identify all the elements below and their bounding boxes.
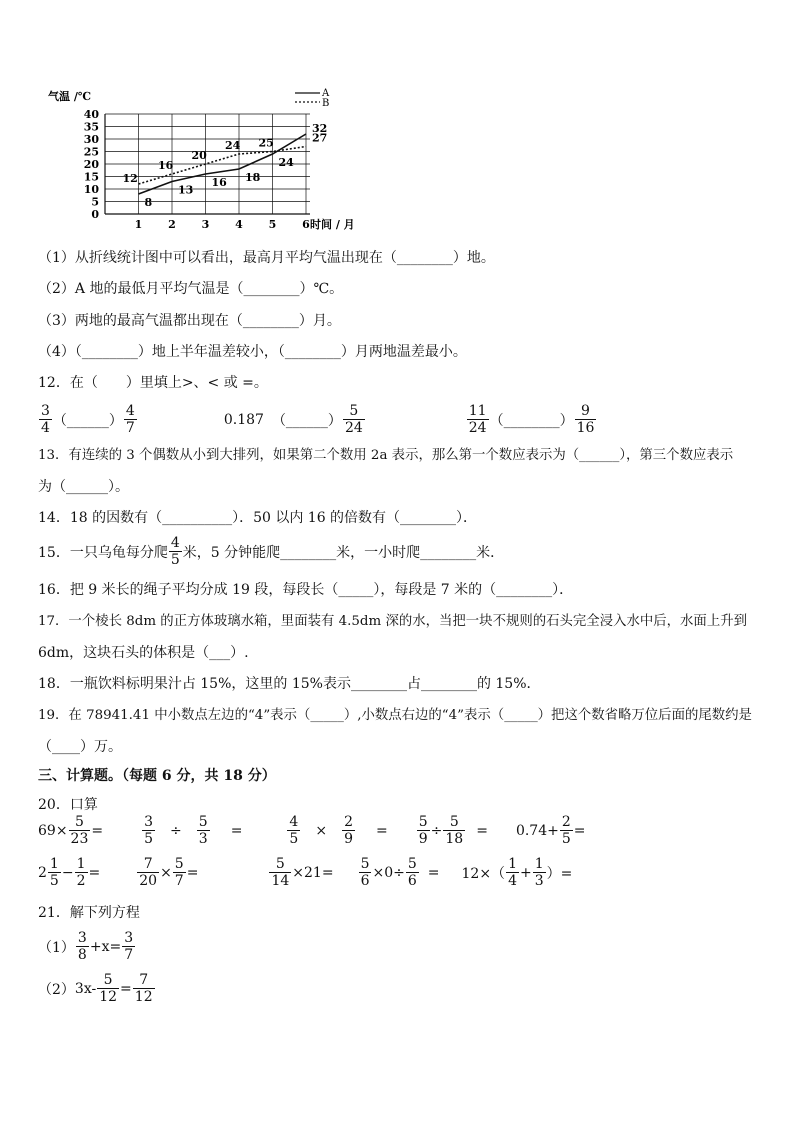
fraction: $\frac{5}{24}$ bbox=[344, 403, 363, 436]
blank: （________） bbox=[489, 412, 574, 429]
q13-line1: 13．有连续的 3 个偶数从小到大排列，如果第二个数用 2a 表示，那么第一个数应表示为（______），第三个数应表示 bbox=[38, 448, 734, 463]
q11-part2: （2）A 地的最低月平均气温是（________）℃。 bbox=[38, 281, 344, 297]
q11-part3: （3）两地的最高气温都出现在（________）月。 bbox=[38, 313, 341, 329]
q12-comparisons bbox=[38, 403, 597, 436]
x-tick-label: 4 bbox=[235, 218, 243, 231]
y-tick-label: 15 bbox=[83, 170, 99, 184]
q20-row2: 2 $\frac{1}{5}$ − $\frac{1}{2}$ = $\frac{7}{20}$ × $\frac{5}{7}$ = $\frac{5}{14}$ ×21= $\frac{5}{6}$ ×0÷ $\frac{5}{6}$ = 12×（ $\frac{1}{4}$ + $\frac{1}{3}$ ）= bbox=[38, 856, 573, 889]
x-axis-title: 时间 / 月 bbox=[310, 218, 355, 231]
data-label-A: 13 bbox=[178, 183, 194, 197]
blank: （______） bbox=[52, 412, 123, 429]
q16: 16．把 9 米长的绳子平均分成 19 段，每段长（_____），每段是 7 米的（________）． bbox=[38, 582, 574, 598]
x-tick-label: 5 bbox=[268, 218, 277, 231]
data-label-B: 27 bbox=[312, 131, 328, 145]
data-label-B: 16 bbox=[158, 159, 174, 172]
x-tick-label: 1 bbox=[134, 218, 143, 231]
data-label-B: 24 bbox=[225, 139, 241, 152]
blank: （______） bbox=[271, 412, 342, 429]
q12-title: 12．在（ ）里填上>、< 或 =。 bbox=[38, 375, 268, 391]
section-3-heading: 三、计算题。（每题 6 分，共 18 分） bbox=[38, 768, 276, 784]
fraction: $\frac{3}{4}$ bbox=[41, 403, 50, 436]
q19-line1: 19．在 78941.41 中小数点左边的“4”表示（_____）,小数点右边的“4”表示（_____）把这个数省略万位后面的尾数约是 bbox=[38, 708, 752, 723]
chart-data-labels bbox=[123, 122, 328, 209]
x-tick-label: 2 bbox=[168, 218, 176, 231]
chart-legend bbox=[295, 88, 330, 109]
fraction: $\frac{11}{24}$ bbox=[468, 403, 487, 436]
q18: 18．一瓶饮料标明果汁占 15%，这里的 15%表示________占________的 15%． bbox=[38, 676, 541, 692]
q20-row1: 69× $\frac{5}{23}$ = $\frac{3}{5}$ ÷ $\frac{5}{3}$ = $\frac{4}{5}$ × $\frac{2}{9}$ = $\frac{5}{9}$ ÷ $\frac{5}{18}$ = 0.74+ $\frac{2}{5}$ = bbox=[38, 814, 586, 847]
temperature-line-chart bbox=[40, 84, 360, 234]
data-label-A: 32 bbox=[312, 122, 328, 135]
data-label-B: 20 bbox=[191, 149, 207, 162]
legend-label-A: A bbox=[322, 88, 330, 99]
y-tick-label: 25 bbox=[83, 145, 99, 159]
q17-line1: 17．一个棱长 8dm 的正方体玻璃水箱，里面装有 4.5dm 深的水，当把一块不规则的石头完全浸入水中后，水面上升到 bbox=[38, 614, 747, 629]
q15: 15．一只乌龟每分爬 $\frac{4}{5}$ 米，5 分钟能爬________米，一小时爬________米． bbox=[38, 535, 505, 568]
y-axis-title: 气温 /℃ bbox=[48, 90, 92, 103]
data-label-B: 12 bbox=[122, 172, 138, 185]
data-label-A: 18 bbox=[245, 171, 261, 184]
q17-line2: 6dm，这块石头的体积是（___）. bbox=[38, 645, 249, 661]
data-label-A: 8 bbox=[144, 196, 153, 209]
x-tick-label: 6 bbox=[302, 218, 310, 231]
y-tick-label: 10 bbox=[83, 183, 99, 196]
fraction: $\frac{9}{16}$ bbox=[576, 403, 595, 436]
data-label-A: 24 bbox=[278, 156, 294, 169]
q21-title: 21．解下列方程 bbox=[38, 905, 140, 921]
decimal-value: 0.187 bbox=[223, 411, 264, 428]
q13-line2: 为（______）。 bbox=[38, 479, 129, 495]
x-tick-label: 3 bbox=[201, 218, 210, 231]
q21-equation1: （1） $\frac{3}{8}$ +x= $\frac{3}{7}$ bbox=[38, 930, 134, 963]
q20-title: 20．口算 bbox=[38, 797, 98, 813]
y-tick-label: 40 bbox=[83, 108, 99, 121]
data-label-B: 25 bbox=[258, 136, 274, 150]
fraction: $\frac{4}{7}$ bbox=[125, 403, 135, 436]
q14: 14．18 的因数有（__________）．50 以内 16 的倍数有（________）． bbox=[38, 510, 478, 526]
q11-part1: （1）从折线统计图中可以看出，最高月平均气温出现在（________）地。 bbox=[38, 250, 495, 266]
y-tick-label: 35 bbox=[83, 120, 99, 134]
data-label-A: 16 bbox=[211, 176, 227, 189]
q11-part4: （4）（________）地上半年温差较小，（________）月两地温差最小。 bbox=[38, 344, 467, 360]
q21-equation2: （2） 3x- $\frac{5}{12}$ = $\frac{7}{12}$ bbox=[38, 972, 153, 1005]
legend-label-B: B bbox=[322, 98, 330, 109]
y-tick-label: 30 bbox=[83, 133, 99, 146]
fraction: $\frac{4}{5}$ bbox=[170, 535, 180, 568]
y-tick-label: 5 bbox=[91, 195, 99, 209]
y-tick-label: 20 bbox=[83, 158, 99, 171]
y-tick-label: 0 bbox=[91, 208, 99, 221]
q19-line2: （____）万。 bbox=[38, 739, 122, 755]
